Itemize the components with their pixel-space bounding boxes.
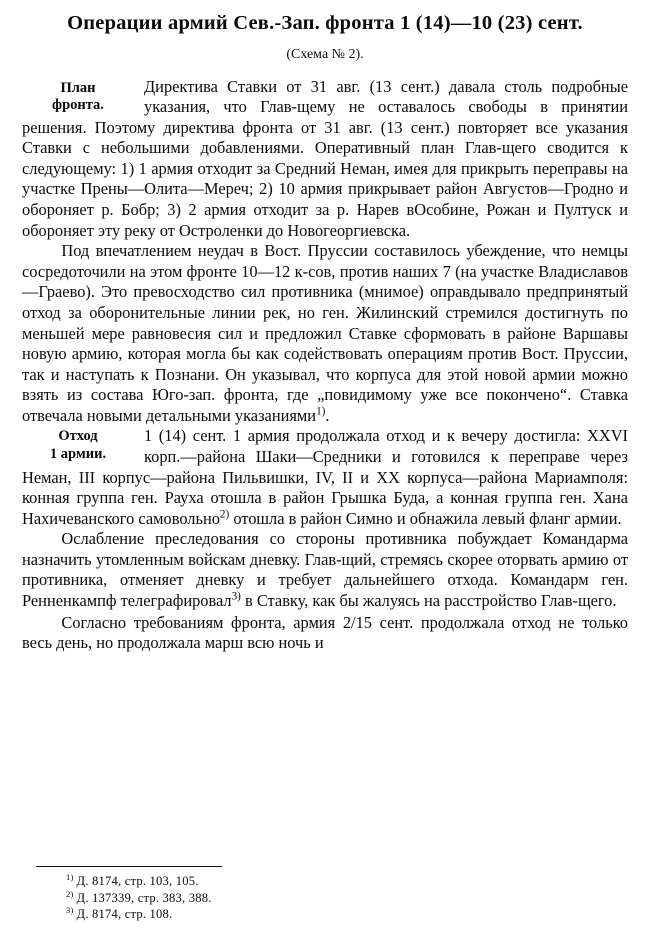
footnote-text-2: Д. 137339, стр. 383, 388. — [76, 890, 212, 905]
page-title: Операции армий Сев.-Зап. фронта 1 (14)—10 (23) сент. — [67, 12, 583, 34]
paragraph-1: Директива Ставки от 31 авг. (13 сент.) давала столь подробные указания, что Глав-щему не оставалось свободы в принятии решения. Поэтому директива фронта от 31 авг. (13 сент.) повторяет все указания Ставки с небольшими добавлениями. Оперативный план Глав-щего сводится к следующему: 1) 1 армия отходит за Средний Неман, имея для прикрыть переправы на участке Прены—Олита—Мереч; 2) 10 армия прикрывает район Августов—Гродно и обороняет р. Бобр; 3) 2 армия отходит за р. Нарев вОсобине, Рожан и Пултуск и обороняет эту реку от Остроленки до Новогеоргиевска. — [22, 76, 628, 240]
side-heading-otkhod-line2: 1 армии. — [49, 445, 107, 462]
footnote-text-3: Д. 8174, стр. 108. — [76, 907, 173, 922]
paragraph-3-continuation: отошла в район Симно и обнажила левый фланг армии. — [233, 508, 622, 528]
paragraph-2: Под впечатлением неудач в Вост. Пруссии составилось убеждение, что немцы сосредоточили на этом фронте 10—12 к-сов, против наших 7 (на участке Владиславов—Граево). Это превосходство сил противника (мнимое) оправдывало предпринятый отход за оборонительные линии рек, но ген. Жилинский стремился достигнуть по меньшей мере равновесия сил и предложил Ставке сформовать в районе Варшавы новую армию, которая могла бы как содействовать операциям против Вост. Пруссии, так и наступать к Познани. Он указывал, что корпуса для этой новой армии можно взять из состава Юго-зап. фронта, где „повидимому уже все покончено“. Ставка отвечала новыми детальными указаниями$^{1)}$. — [22, 241, 628, 425]
side-heading-plan-line2: фронта. — [52, 96, 104, 113]
footnote-item — [66, 873, 628, 890]
paragraph-2-text: Под впечатлением неудач в Вост. Пруссии составилось убеждение, что немцы сосредоточили на этом фронте 10—12 к-сов, против наших 7 (на участке Владиславов—Граево). Это превосходство сил противника (мнимое) оправдывало предпринятый отход за оборонительные линии рек, но ген. Жилинский стремился достигнуть по меньшей мере равновесия сил и предложил Ставке сформовать в районе Варшавы новую армию, которая могла бы как содействовать операциям против Вост. Пруссии, так и наступать к Познани. Он указывал, что корпуса для этой новой армии можно взять из состава Юго-зап. фронта, где „повидимому уже все покончено“. Ставка отвечала новыми детальными указаниями — [22, 241, 628, 425]
footnote-ref-2[interactable]: 2) — [219, 508, 230, 521]
footnote-marker-3: 3) — [66, 905, 74, 916]
side-heading-otkhod — [22, 428, 134, 463]
page-subtitle: (Схема № 2). — [286, 46, 364, 62]
side-heading-plan — [22, 80, 134, 115]
paragraph-4-text: Ослабление преследования со стороны противника побуждает Командарма назначить утомленным войскам дневку. Глав-щий, стремясь скорее оторвать армию от противника, отменяет дневку и требует дальнейшего отхода. Командарм ген. Ренненкампф телеграфировал — [22, 529, 628, 611]
side-heading-plan-line1: План — [60, 79, 96, 96]
footnote-item — [66, 890, 628, 907]
paragraph-4-continuation: в Ставку, как бы жалуясь на расстройство Глав-щего. — [245, 591, 617, 611]
paragraph-5: Согласно требованиям фронта, армия 2/15 сент. продолжала отход не только весь день, но продолжала марш всю ночь и — [22, 612, 628, 653]
footnote-ref-1[interactable]: 1) — [316, 405, 326, 418]
footnote-marker-2: 2) — [66, 888, 74, 899]
footnote-text-1: Д. 8174, стр. 103, 105. — [76, 874, 199, 889]
paragraph-3-text: 1 (14) сент. 1 армия продолжала отход и к вечеру достигла: XXVI корп.—района Шаки—Средники и готовился к переправе через Неман, III корпус—района Пильвишки, IV, II и XX корпуса—района Мариамполя: конная группа ген. Рауха отошла в район Грышка Буда, а конная группа ген. Хана Нахичеванского самовольно — [22, 426, 628, 528]
footnote-divider — [36, 866, 222, 867]
document-body — [22, 77, 628, 654]
footnote-item — [66, 906, 628, 923]
side-heading-otkhod-line1: Отход — [58, 428, 98, 445]
footnote-ref-3[interactable]: 3) — [231, 590, 241, 603]
footnotes-block — [22, 866, 628, 923]
document-page — [0, 12, 650, 929]
paragraph-4 — [22, 529, 628, 611]
footnote-marker-1: 1) — [66, 871, 74, 882]
